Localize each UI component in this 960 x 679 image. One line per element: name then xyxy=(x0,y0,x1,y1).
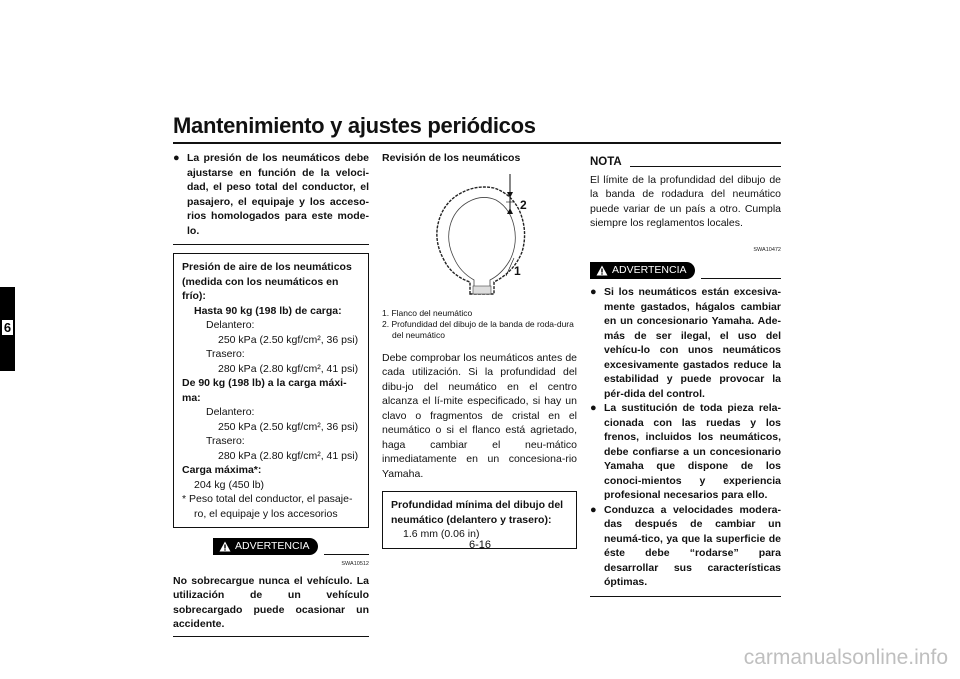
front-label-2: Delantero: xyxy=(206,406,255,418)
max-load-label: Carga máxima*: xyxy=(182,464,262,476)
column-2 xyxy=(382,151,577,549)
front-value-1: 250 kPa (2.50 kgf/cm², 36 psi) xyxy=(218,333,359,346)
bullet-icon: ● xyxy=(590,503,597,516)
chapter-tab-number: 6 xyxy=(3,320,12,335)
up-to-90kg-label: Hasta 90 kg (198 lb) de carga: xyxy=(194,304,342,317)
figure-caption-1: 1. Flanco del neumático xyxy=(382,307,473,318)
max-load-value: 204 kg (450 lb) xyxy=(194,478,265,491)
note-header xyxy=(590,155,781,170)
column-1 xyxy=(173,151,369,637)
warning-bullet: ● Conduzca a velocidades modera-das después de cambiar un neumá-tico, ya que la superficie de éste debe “rodarse” para desarrollar sus características óptimas. xyxy=(590,503,781,588)
column-3 xyxy=(590,155,781,597)
front-label-1: Delantero: xyxy=(206,319,255,331)
tire-pressure-spec-box xyxy=(173,253,369,528)
callout-label-2: 2 xyxy=(520,197,527,212)
pressure-note-text: La presión de los neumáticos debe ajustarse en función de la veloci-dad, el peso total del conductor, el pasajero, el equipaje y los acceso-rios homologados para este mode-lo. xyxy=(187,152,369,237)
bullet-icon: ● xyxy=(590,402,597,414)
note-text: El límite de la profundidad del dibujo de la banda de rodadura del neumático puede variar de un país a otro. Cumpla siempre los reglamentos locales. xyxy=(590,173,781,229)
page-number: 6-16 xyxy=(468,539,492,551)
tire-check-heading: Revisión de los neumáticos xyxy=(382,152,521,164)
bullet-icon: ● xyxy=(173,152,180,164)
warning-bullet: ● La sustitución de toda pieza rela-cionada con las ruedas y los frenos, incluidos los neumáticos, debe confiarse a un concesionario Yamaha que dispone de los conoci-mientos y experiencia profesional necesarios para ello. xyxy=(590,402,781,501)
warning-text: No sobrecargue nunca el vehículo. La utilización de un vehículo sobrecargado puede ocasionar un accidente. xyxy=(173,574,369,630)
rear-value-1: 280 kPa (2.80 kgf/cm², 41 psi) xyxy=(218,362,359,375)
callout-label-1: 1 xyxy=(514,263,521,278)
warning-label: ADVERTENCIA xyxy=(235,540,310,552)
front-value-2: 250 kPa (2.50 kgf/cm², 36 psi) xyxy=(218,420,359,433)
divider xyxy=(173,244,369,245)
warning-code: SWA10472 xyxy=(753,246,781,253)
range-label: De 90 kg (198 lb) a la carga máxi-ma: xyxy=(182,377,347,404)
tread-depth-value: 1.6 mm (0.06 in) xyxy=(403,528,480,540)
divider xyxy=(173,636,369,637)
warning-triangle-icon xyxy=(596,265,608,276)
divider xyxy=(590,596,781,597)
figure-caption-2: 2. Profundidad del dibujo de la banda de roda-dura del neumático xyxy=(382,318,574,340)
warning-label: ADVERTENCIA xyxy=(612,264,687,276)
tire-check-body: Debe comprobar los neumáticos antes de cada utilización. Si la profundidad del dibu-jo del neumático en el centro alcanza el lí-mite especificado, si hay un clavo o fragmentos de cristal en el neumático o si el flanco está agrietado, haga cambiar el neu-mático inmediatamente en un concesiona-rio Yamaha. xyxy=(382,351,577,480)
warning-code: SWA10512 xyxy=(341,561,369,567)
tread-depth-heading: Profundidad mínima del dibujo del neumático (delantero y trasero): xyxy=(391,499,564,526)
bullet-icon: ● xyxy=(590,286,597,298)
pressure-note-bullet xyxy=(173,151,369,238)
warning-block-1 xyxy=(173,537,369,637)
rear-value-2: 280 kPa (2.80 kgf/cm², 41 psi) xyxy=(218,449,359,462)
warning-tag xyxy=(590,262,695,279)
tire-cross-section-illustration xyxy=(382,172,577,300)
warning-bullet: ● Si los neumáticos están excesiva-mente gastados, hágalos cambiar en un concesionario Yamaha. Ade-más de ser ilegal, el uso del vehícu-lo con unos neumáticos excesivamente gastados reduce la estabilidad y puede provocar la pér-dida del control. xyxy=(590,286,781,400)
tire-figure xyxy=(382,172,577,300)
pressure-spec-heading: Presión de aire de los neumáticos (medida con los neumáticos en frío): xyxy=(182,261,352,302)
rear-label-1: Trasero: xyxy=(206,348,245,360)
watermark: carmanualsonline.info xyxy=(743,646,948,669)
note-label: NOTA xyxy=(590,156,622,168)
load-footnote: * Peso total del conductor, el pasaje-ro, el equipaje y los accesorios xyxy=(182,493,353,520)
page-title: Mantenimiento y ajustes periódicos xyxy=(173,113,536,138)
warning-header xyxy=(590,261,781,279)
title-rule xyxy=(173,142,781,144)
rear-label-2: Trasero: xyxy=(206,435,245,447)
